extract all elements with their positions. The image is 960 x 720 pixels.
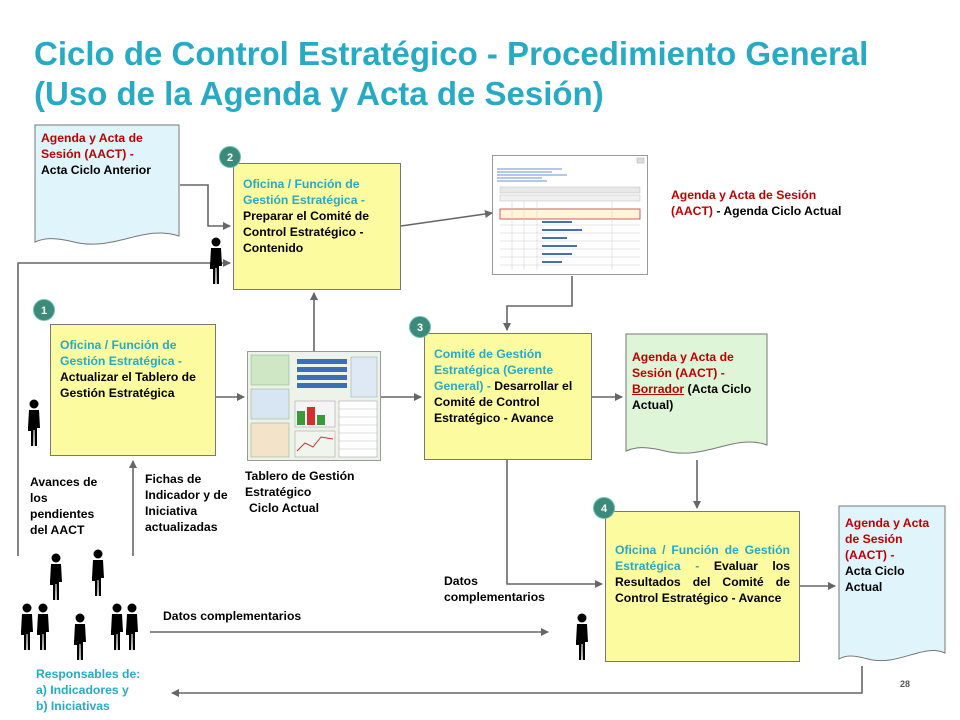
label-datos-comp-right: Datos complementarios bbox=[444, 574, 545, 604]
out-agenda-black: - Agenda Ciclo Actual bbox=[712, 204, 842, 218]
arrow-step2-to-agenda bbox=[401, 213, 492, 226]
responsables-line-2: a) Indicadores y bbox=[36, 683, 129, 697]
step-4-body: Evaluar los Resultados del Comité de Control Estratégico - Avance bbox=[615, 559, 790, 605]
label-datos-comp-bottom: Datos complementarios bbox=[163, 609, 302, 623]
label-fichas: Fichas de Indicador y de Iniciativa actualizadas bbox=[145, 472, 228, 534]
step-3-head: Comité de Gestión Estratégica (Gerente General) bbox=[434, 347, 554, 393]
step-2-badge: 2 bbox=[219, 146, 241, 168]
label-tablero-cycle: Ciclo Actual bbox=[249, 501, 319, 515]
page-number: 28 bbox=[900, 679, 911, 689]
step-4-head: Oficina / Función de Gestión Estratégica - bbox=[615, 543, 790, 573]
step-3-dash: - bbox=[486, 379, 495, 393]
step-3-body: Desarrollar el Comité de Control Estratégico - Avance bbox=[434, 379, 573, 425]
responsables-line-1: Responsables de: bbox=[36, 667, 141, 681]
doc-final-black: Acta Ciclo Actual bbox=[845, 564, 905, 594]
step-2-body: Preparar el Comité de Control Estratégico - Contenido bbox=[243, 209, 369, 255]
doc-prev-red: Agenda y Acta de Sesión (AACT) - bbox=[41, 131, 143, 161]
arrow-final-to-responsables bbox=[172, 666, 862, 693]
step-2-head: Oficina / Función de Gestión Estratégica bbox=[243, 177, 360, 207]
arrow-avances-loop bbox=[18, 263, 230, 556]
responsables-line-3: b) Iniciativas bbox=[36, 699, 110, 713]
doc-final-red: Agenda y Acta de Sesión (AACT) - bbox=[845, 516, 930, 562]
step-3-badge: 3 bbox=[409, 316, 431, 338]
label-tablero-title: Tablero de Gestión Estratégico bbox=[245, 469, 355, 499]
step-2-dash: - bbox=[360, 193, 365, 207]
doc-draft-red: Agenda y Acta de Sesión (AACT) - bbox=[632, 350, 734, 380]
step-1-dash: - bbox=[177, 354, 182, 368]
arrow-step3-to-step4 bbox=[507, 460, 602, 584]
step-1-badge: 1 bbox=[33, 299, 55, 321]
page-title: Ciclo de Control Estratégico - Procedimiento General (Uso de la Agenda y Acta de Sesión) bbox=[34, 35, 869, 112]
step-1-head: Oficina / Función de Gestión Estratégica bbox=[60, 338, 177, 368]
label-avances: Avances de los pendientes del AACT bbox=[30, 475, 98, 537]
arrow-prev-to-step2 bbox=[180, 185, 230, 226]
person-figures bbox=[21, 238, 588, 661]
doc-draft-black: (Acta Ciclo Actual) bbox=[632, 382, 752, 412]
arrow-agenda-to-step3 bbox=[507, 276, 572, 330]
doc-prev-black: Acta Ciclo Anterior bbox=[41, 163, 151, 177]
out-agenda-red: Agenda y Acta de Sesión (AACT) bbox=[671, 188, 817, 218]
doc-draft-underlined: Borrador bbox=[632, 382, 685, 396]
step-1-body: Actualizar el Tablero de Gestión Estratégica bbox=[60, 370, 196, 400]
step-4-badge: 4 bbox=[593, 497, 615, 519]
